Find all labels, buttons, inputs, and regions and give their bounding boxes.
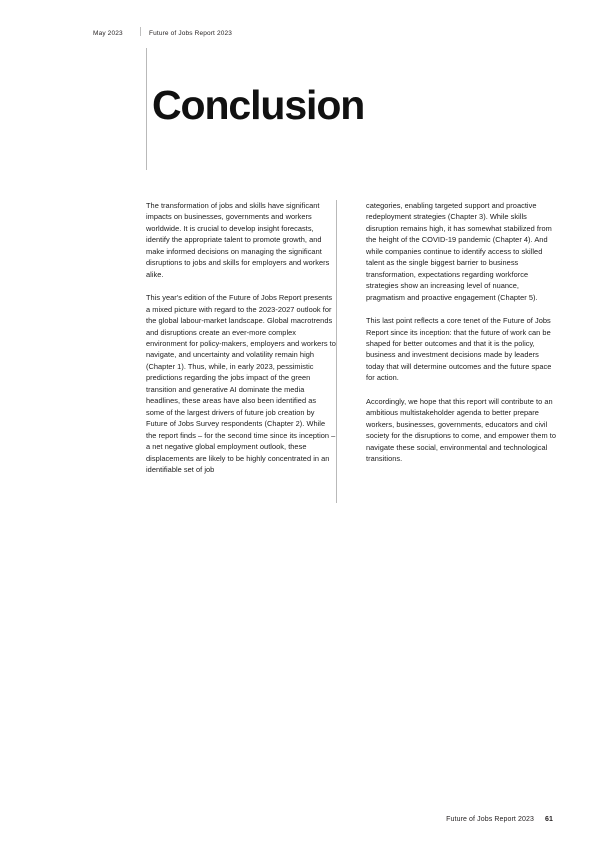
footer-document-title: Future of Jobs Report 2023 (446, 816, 534, 823)
paragraph: Accordingly, we hope that this report will contribute to an ambitious multistakeholder agenda to better prepare workers, businesses, governments, educators and civil society for the disruptions to come, and empower them to navigate these social, environmental and technological transitions. (366, 396, 556, 464)
paragraph: This year's edition of the Future of Jobs Report presents a mixed picture with regard to the 2023-2027 outlook for the global labour-market landscape. Global macrotrends and disruptions create an ever-more complex environment for policy-makers, employers and workers to navigate, and uncertainty and volatility remain high (Chapter 1). Thus, while, in early 2023, pessimistic predictions regarding the jobs impact of the green transition and generative AI dominate the media headlines, these areas have also been identified as some of the largest drivers of future job creation by Future of Jobs Survey respondents (Chapter 2). While the report finds – for the second time since its inception – a net negative global employment outlook, these displacements are likely to be highly concentrated in an identifiable set of job (146, 293, 336, 474)
left-column (146, 200, 350, 475)
header-date: May 2023 (93, 30, 123, 37)
paragraph: This last point reflects a core tenet of the Future of Jobs Report since its inception: that the future of work can be shaped for better outcomes and that it is the policy, business and investment decisions made by leaders today that will determine outcomes and the future space for action. (366, 316, 552, 383)
page-footer (446, 816, 553, 823)
footer-page-number: 61 (545, 816, 553, 823)
page-header (93, 26, 232, 37)
header-document-title: Future of Jobs Report 2023 (149, 30, 233, 37)
right-column (350, 200, 556, 475)
header-divider (140, 27, 141, 36)
page-title: Conclusion (152, 82, 365, 129)
title-vertical-rule (146, 48, 147, 170)
paragraph: The transformation of jobs and skills have significant impacts on businesses, governments and workers worldwide. It is crucial to develop insight forecasts, identify the appropriate talent to promote growth, and make informed decisions on managing the significant disruptions to jobs and skills for employers and workers alike. (146, 201, 330, 279)
paragraph: categories, enabling targeted support and proactive redeployment strategies (Chapter 3). While skills disruption remains high, it has somewhat stabilized from the height of the COVID-19 pandemic (Chapter 4). And while companies continue to identify access to skilled talent as the single biggest barrier to business transformation, expectations regarding workforce strategies show an increasing level of nuance, pragmatism and proactive engagement (Chapter 5). (366, 201, 552, 302)
body-columns (146, 200, 566, 475)
